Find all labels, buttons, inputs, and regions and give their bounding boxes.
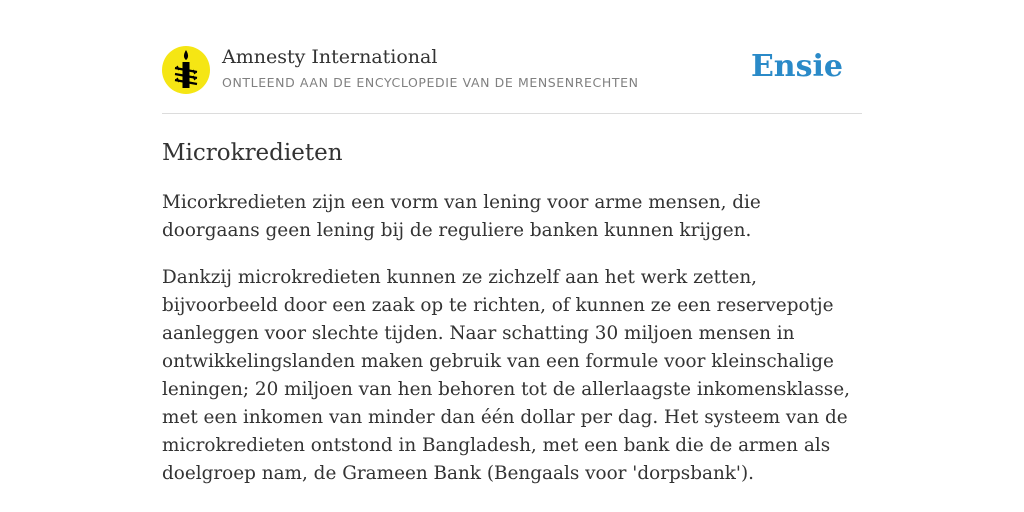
- org-subtitle: ONTLEEND AAN DE ENCYCLOPEDIE VAN DE MENSENRECHTEN: [222, 75, 639, 90]
- org-name: Amnesty International: [222, 46, 438, 68]
- header: [162, 44, 862, 114]
- article-title: Microkredieten: [162, 140, 343, 166]
- brand-logo[interactable]: Ensie: [750, 49, 843, 84]
- article-paragraph: Dankzij microkredieten kunnen ze zichzelf aan het werk zetten, bijvoorbeeld door een zaak op te richten, of kunnen ze een reservepotje aanleggen voor slechte tijden. Naar schatting 30 miljoen mensen in ontwikkelingslanden maken gebruik van een formule voor kleinschalige leningen; 20 miljoen van hen behoren tot de allerlaagste inkomensklasse, met een inkomen van minder dan één dollar per dag. Het systeem van de microkredieten ontstond in Bangladesh, met een bank die de armen als doelgroep nam, de Grameen Bank (Bengaals voor 'dorpsbank').: [162, 267, 850, 484]
- article-paragraph: Micorkredieten zijn een vorm van lening voor arme mensen, die doorgaans geen lening bij de reguliere banken kunnen krijgen.: [162, 192, 761, 241]
- page: [162, 44, 862, 488]
- amnesty-candle-icon[interactable]: [162, 46, 210, 94]
